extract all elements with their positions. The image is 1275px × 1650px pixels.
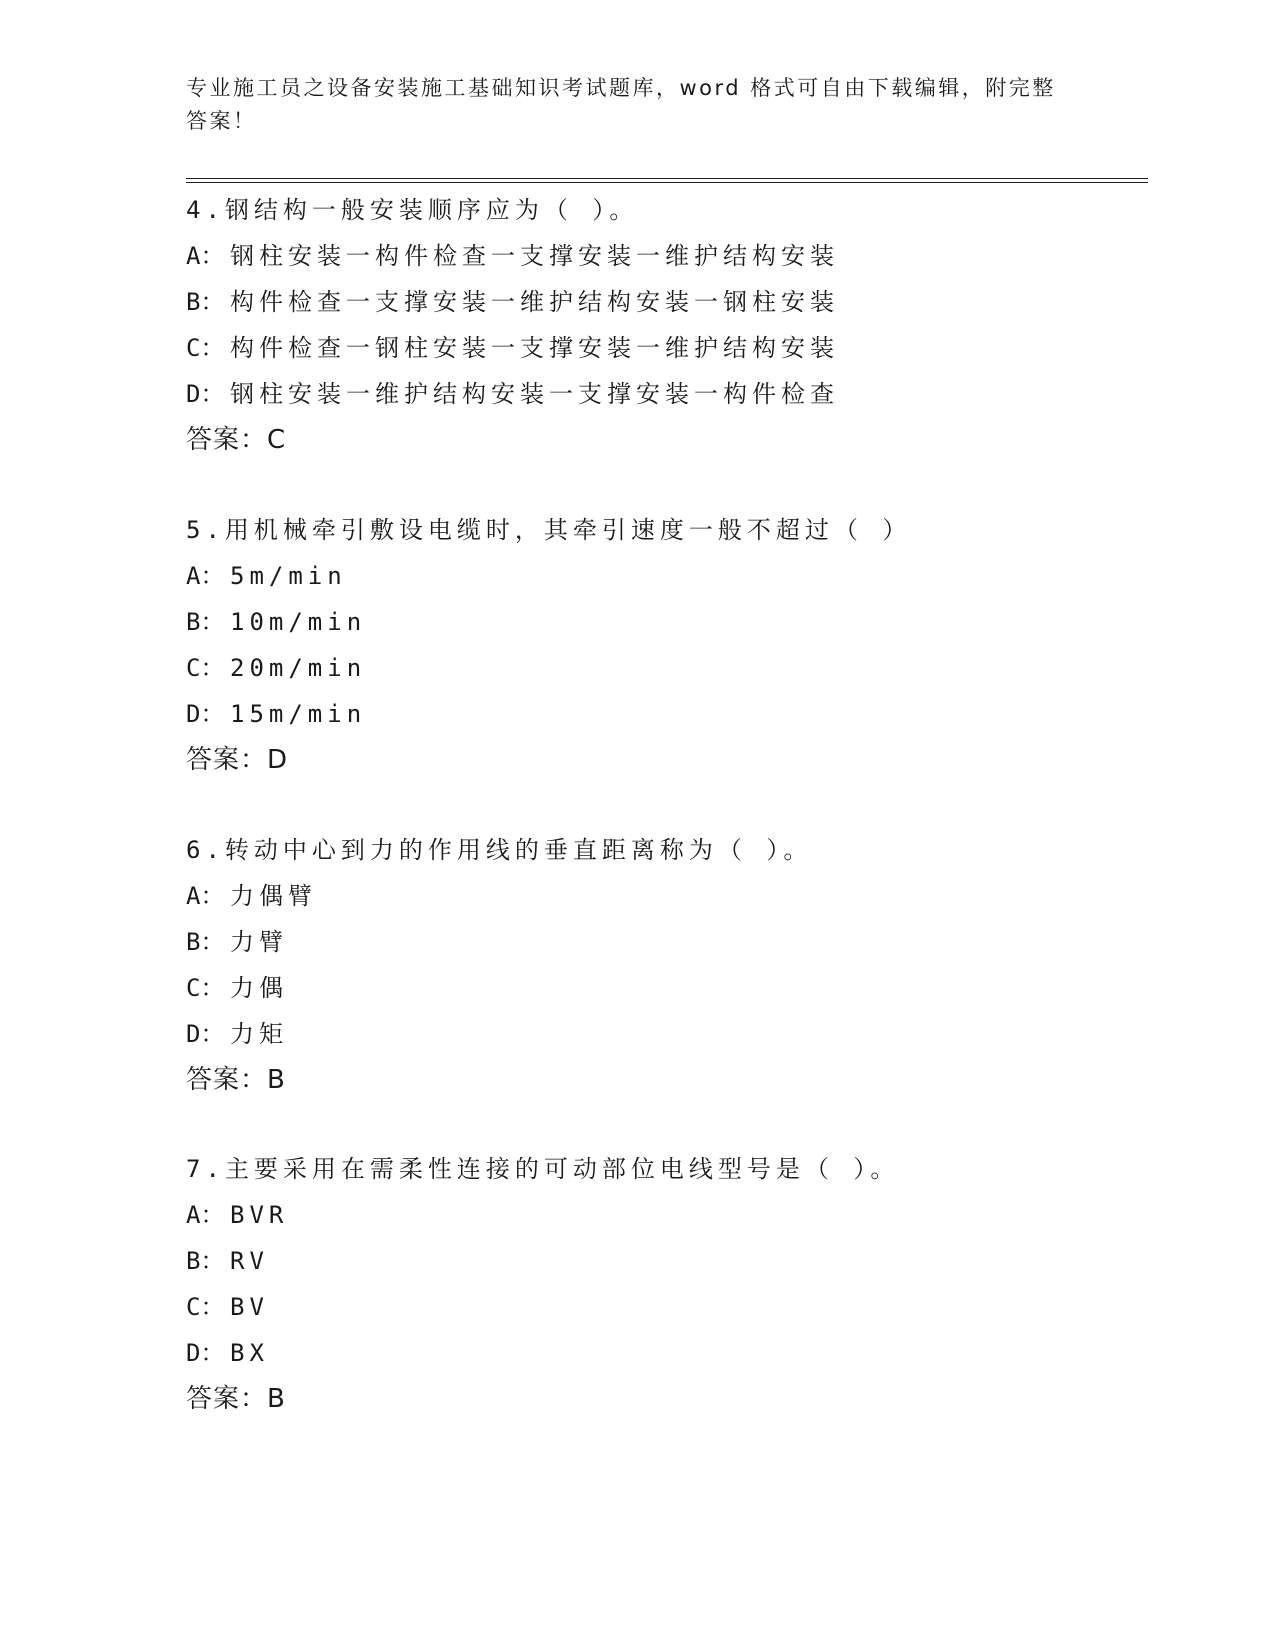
answer-line: 答案：C (186, 425, 287, 455)
option-text: 力矩 (230, 1020, 288, 1048)
option-text: 钢柱安装一构件检查一支撑安装一维护结构安装 (230, 242, 839, 270)
question-stem: 4.钢结构一般安装顺序应为（ ）。 (186, 196, 639, 224)
question-stem: 5.用机械牵引敷设电缆时，其牵引速度一般不超过（ ） (186, 516, 912, 544)
option-d (186, 1330, 1086, 1376)
option-b (186, 919, 1086, 965)
option-b (186, 279, 1086, 325)
option-letter: C： (186, 334, 225, 362)
option-text: 15m/min (230, 700, 367, 728)
option-a (186, 873, 1086, 919)
option-letter: C： (186, 1293, 225, 1321)
document-header: 专业施工员之设备安装施工基础知识考试题库，word 格式可自由下载编辑，附完整答案！ (186, 76, 1056, 133)
option-a (186, 553, 1086, 599)
option-b (186, 1238, 1086, 1284)
option-text: 钢柱安装一维护结构安装一支撑安装一构件检查 (230, 380, 839, 408)
option-letter: B： (186, 608, 225, 636)
option-a (186, 1192, 1086, 1238)
option-text: BV (230, 1293, 269, 1321)
option-text: 力臂 (230, 928, 288, 956)
option-letter: C： (186, 654, 225, 682)
option-text: 力偶 (230, 974, 288, 1002)
option-letter: B： (186, 1247, 225, 1275)
option-c (186, 645, 1086, 691)
option-letter: B： (186, 928, 225, 956)
option-letter: C： (186, 974, 225, 1002)
option-text: 构件检查一支撑安装一维护结构安装一钢柱安装 (230, 288, 839, 316)
question-4 (186, 187, 1086, 463)
question-6 (186, 827, 1086, 1103)
option-d (186, 1011, 1086, 1057)
option-d (186, 371, 1086, 417)
option-text: 力偶臂 (230, 882, 317, 910)
option-text: RV (230, 1247, 269, 1275)
option-letter: A： (186, 1201, 225, 1229)
header-divider-double (186, 182, 1148, 183)
option-letter: D： (186, 380, 225, 408)
option-letter: D： (186, 1020, 225, 1048)
option-d (186, 691, 1086, 737)
answer-line: 答案：B (186, 1384, 286, 1414)
option-text: 5m/min (230, 562, 347, 590)
option-letter: D： (186, 1339, 225, 1367)
question-stem: 6.转动中心到力的作用线的垂直距离称为（ ）。 (186, 836, 813, 864)
option-c (186, 965, 1086, 1011)
option-c (186, 1284, 1086, 1330)
option-letter: A： (186, 562, 225, 590)
header-divider (186, 178, 1148, 179)
option-a (186, 233, 1086, 279)
option-letter: A： (186, 882, 225, 910)
option-text: BVR (230, 1201, 289, 1229)
option-letter: D： (186, 700, 225, 728)
option-text: 20m/min (230, 654, 367, 682)
option-text: 构件检查一钢柱安装一支撑安装一维护结构安装 (230, 334, 839, 362)
question-5 (186, 507, 1086, 783)
question-7 (186, 1146, 1086, 1422)
answer-line: 答案：B (186, 1065, 286, 1095)
option-b (186, 599, 1086, 645)
option-text: 10m/min (230, 608, 367, 636)
option-letter: A： (186, 242, 225, 270)
question-stem: 7.主要采用在需柔性连接的可动部位电线型号是（ ）。 (186, 1155, 900, 1183)
option-c (186, 325, 1086, 371)
option-letter: B： (186, 288, 225, 316)
answer-line: 答案：D (186, 745, 289, 775)
option-text: BX (230, 1339, 269, 1367)
